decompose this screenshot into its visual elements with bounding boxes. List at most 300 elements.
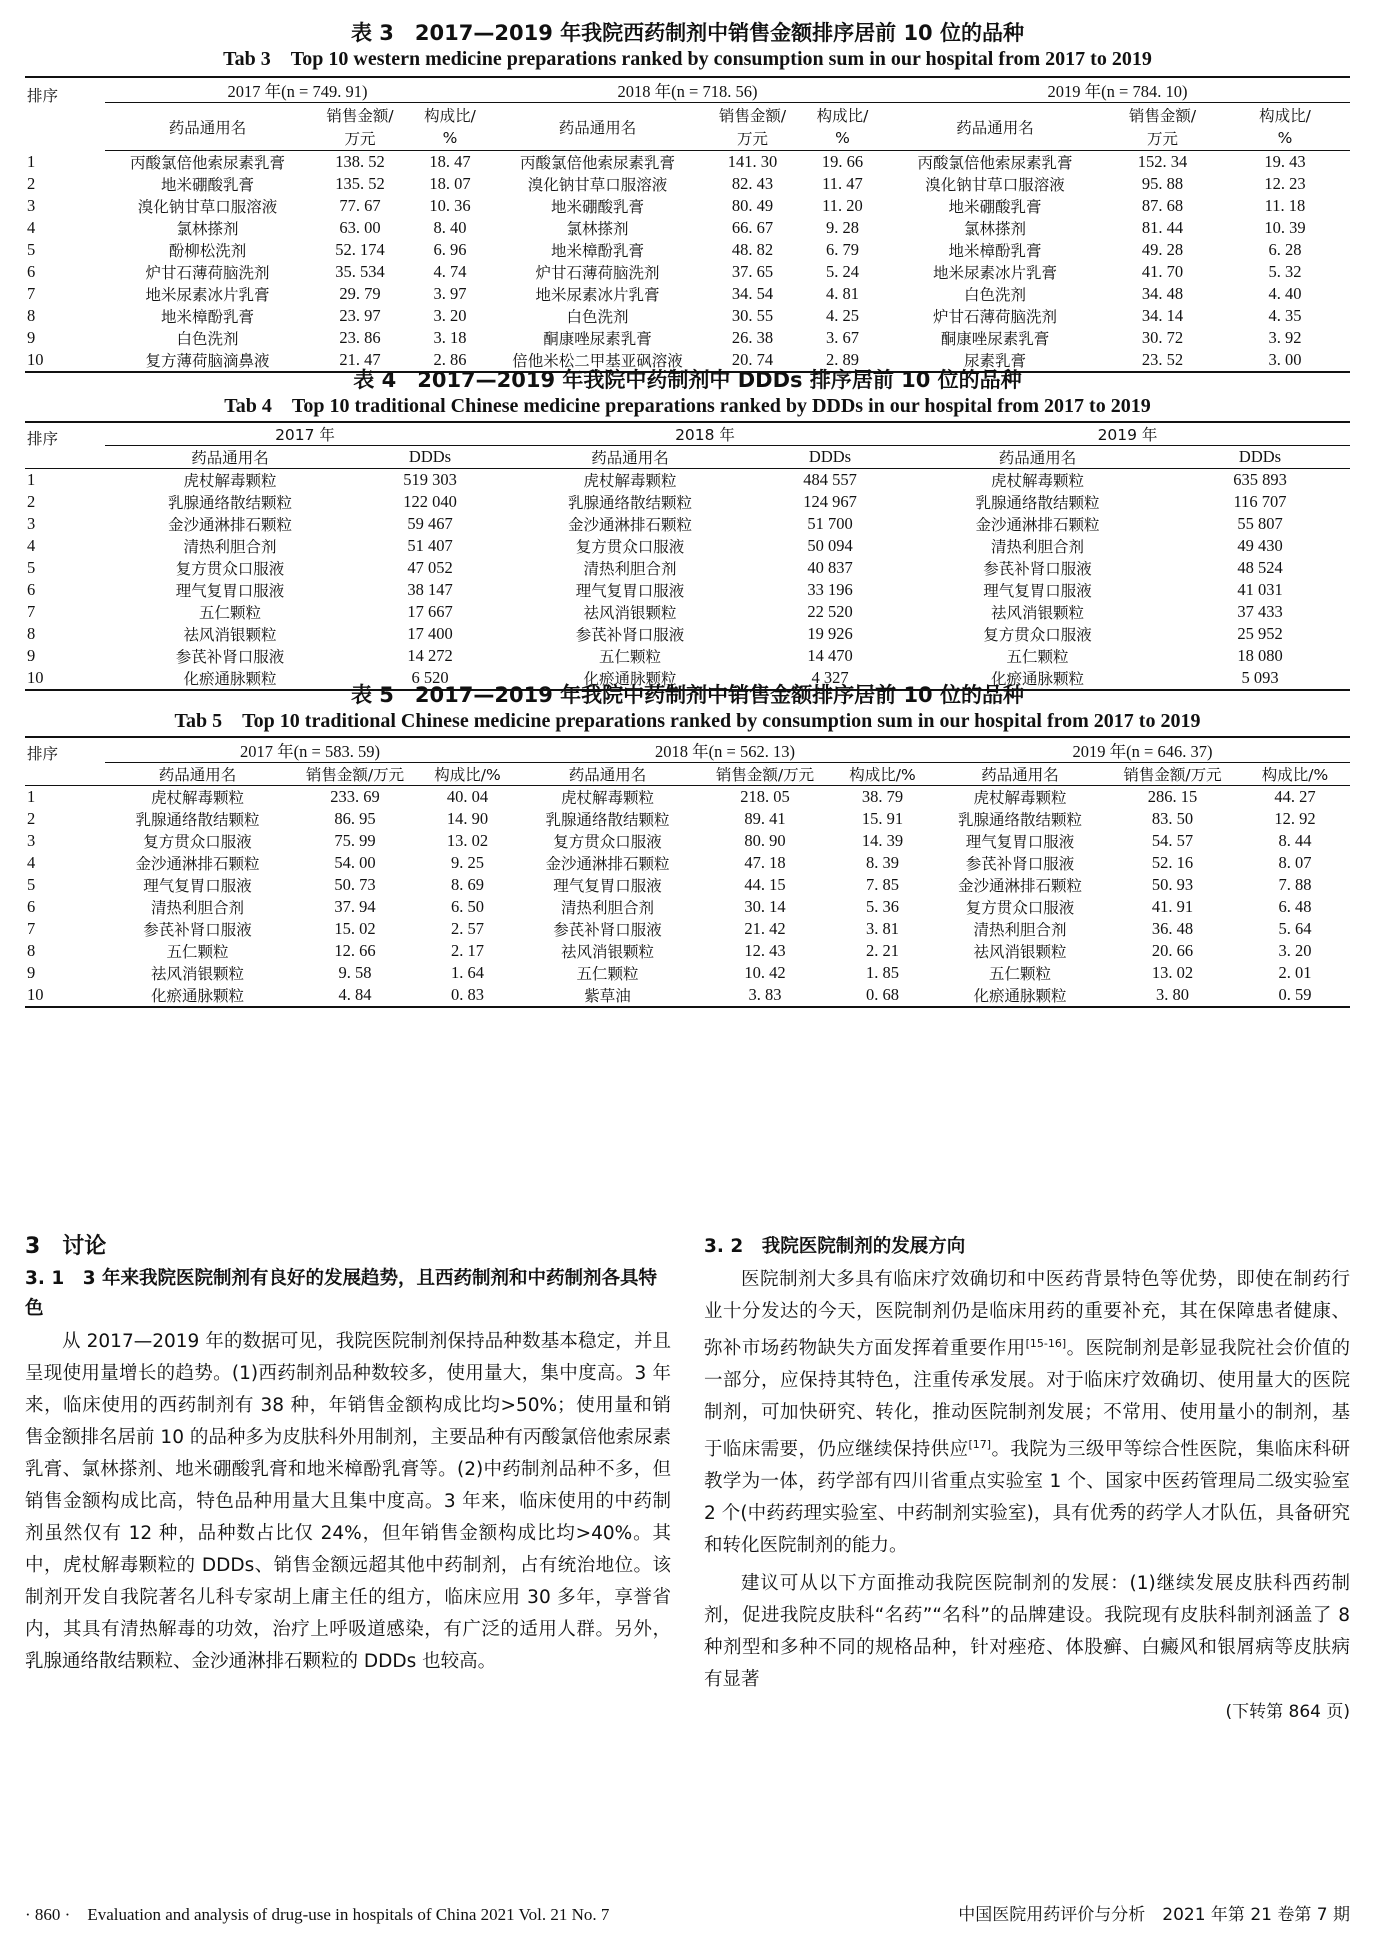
body-text: [25, 1230, 1350, 1790]
value-cell: 23. 52: [1141, 350, 1184, 369]
value-cell: 80. 49: [731, 196, 774, 215]
drug-name-cell: 祛风消银颗粒: [560, 943, 654, 961]
value-cell: 8. 40: [433, 218, 467, 237]
rank-cell: 7: [27, 284, 36, 303]
value-cell: 3. 67: [826, 328, 859, 347]
value-cell: 54. 57: [1151, 831, 1194, 850]
table-row: [25, 601, 1350, 623]
paragraph-text: 医院制剂大多具有临床疗效确切和中医药背景特色等优势，即使在制药行业十分发达的今天，医院制剂仍是临床用药的重要补充，其在保障患者健康、弥补市场药物缺失方面发挥着重要作用: [704, 1269, 1350, 1360]
drug-name-cell: 溴化钠甘草口服溶液: [137, 198, 278, 216]
value-cell: 21. 47: [339, 350, 381, 369]
subsection-heading-3-1: 3. 1 3 年来我院医院制剂有良好的发展趋势，且西药制剂和中药制剂各具特色: [25, 1268, 658, 1319]
drug-name-cell: 祛风消银颗粒: [150, 965, 244, 983]
rank-cell: 4: [27, 218, 36, 237]
drug-name-cell: 白色洗剂: [176, 330, 239, 348]
value-cell: 10. 36: [429, 196, 471, 215]
value-cell: 4. 35: [1268, 306, 1302, 325]
drug-name-cell: 金沙通淋排石颗粒: [167, 516, 292, 534]
left-column: [25, 1230, 671, 1678]
drug-name-cell: 祛风消银颗粒: [183, 626, 277, 644]
drug-name-cell: 倍他米松二甲基亚砜溶液: [512, 352, 683, 370]
drug-name-cell: 参芪补肾口服液: [553, 921, 662, 939]
drug-name-cell: 乳腺通络散结颗粒: [957, 811, 1082, 829]
rank-cell: 9: [27, 963, 36, 982]
table-row: [25, 305, 1350, 327]
value-cell: 3. 20: [1278, 941, 1312, 960]
value-cell: 8. 07: [1278, 853, 1312, 872]
drug-name-cell: 炉甘石薄荷脑洗剂: [932, 308, 1057, 326]
table-row: [25, 195, 1350, 217]
table5-group-2019: 2019 年(n = 646. 37): [935, 738, 1350, 763]
footer-right: 中国医院用药评价与分析 2021 年第 21 卷第 7 期: [958, 1905, 1350, 1925]
value-cell: 2. 89: [826, 350, 859, 369]
value-cell: 6 520: [411, 668, 449, 687]
value-cell: 23. 97: [339, 306, 381, 325]
value-cell: 19. 66: [821, 152, 864, 171]
rank-cell: 2: [27, 492, 36, 511]
paragraph-3-2-a: [704, 1264, 1350, 1562]
value-cell: 635 893: [1233, 470, 1287, 489]
value-cell: 218. 05: [740, 787, 790, 806]
value-cell: 2. 86: [433, 350, 467, 369]
value-cell: 14. 39: [861, 831, 904, 850]
value-cell: 41 031: [1237, 580, 1283, 599]
value-cell: 47 052: [407, 558, 453, 577]
drug-name-cell: 氯林搽剂: [566, 220, 629, 238]
value-cell: 0. 68: [866, 985, 899, 1004]
value-cell: 116 707: [1233, 492, 1287, 511]
value-cell: 15. 02: [334, 919, 376, 938]
rank-cell: 2: [27, 174, 36, 193]
value-cell: 3. 18: [433, 328, 467, 347]
value-cell: 9. 58: [338, 963, 372, 982]
value-cell: 59 467: [407, 514, 453, 533]
table5-col-amount: 销售金额/万元: [290, 763, 420, 786]
value-cell: 80. 90: [744, 831, 786, 850]
rank-cell: 1: [27, 787, 36, 806]
value-cell: 6. 79: [826, 240, 859, 259]
drug-name-cell: 化瘀通脉颗粒: [973, 987, 1067, 1005]
value-cell: 0. 59: [1278, 985, 1312, 1004]
value-cell: 2. 17: [451, 941, 484, 960]
value-cell: 19. 43: [1264, 152, 1306, 171]
drug-name-cell: 理气复胃口服液: [983, 582, 1092, 600]
value-cell: 38 147: [407, 580, 453, 599]
table3-col-ratio-a: 构成比/: [816, 106, 869, 125]
table-row: [25, 283, 1350, 305]
table-row: [25, 327, 1350, 349]
value-cell: 3. 80: [1156, 985, 1189, 1004]
table3-col-amount-b: 万元: [1105, 127, 1220, 151]
drug-name-cell: 虎杖解毒颗粒: [150, 789, 244, 807]
table5-caption: [25, 682, 1350, 734]
drug-name-cell: 复方贯众口服液: [575, 538, 685, 556]
drug-name-cell: 地米尿素冰片乳膏: [932, 264, 1057, 282]
value-cell: 50. 93: [1151, 875, 1194, 894]
drug-name-cell: 参芪补肾口服液: [983, 560, 1092, 578]
drug-name-cell: 化瘀通脉颗粒: [583, 670, 677, 688]
drug-name-cell: 紫草油: [584, 987, 631, 1005]
drug-name-cell: 五仁颗粒: [576, 965, 639, 983]
drug-name-cell: 白色洗剂: [963, 286, 1026, 304]
table4-col-ddds: DDDs: [355, 446, 505, 469]
value-cell: 44. 15: [744, 875, 786, 894]
value-cell: 3. 81: [866, 919, 899, 938]
value-cell: 1. 85: [866, 963, 899, 982]
value-cell: 9. 25: [451, 853, 484, 872]
drug-name-cell: 氯林搽剂: [176, 220, 239, 238]
table5-col-ratio: 构成比/%: [420, 763, 515, 786]
value-cell: 5 093: [1241, 668, 1279, 687]
value-cell: 2. 01: [1278, 963, 1312, 982]
table4-col-name: 药品通用名: [905, 446, 1170, 469]
drug-name-cell: 酮康唑尿素乳膏: [940, 330, 1050, 348]
rank-cell: 3: [27, 514, 36, 533]
value-cell: 152. 34: [1137, 152, 1188, 171]
drug-name-cell: 五仁颗粒: [988, 965, 1051, 983]
value-cell: 11. 47: [822, 174, 863, 193]
value-cell: 14 470: [807, 646, 853, 665]
value-cell: 135. 52: [335, 174, 385, 193]
table3-col-ratio-b: %: [800, 127, 885, 151]
drug-name-cell: 地米尿素冰片乳膏: [145, 286, 270, 304]
rank-cell: 9: [27, 328, 36, 347]
drug-name-cell: 化瘀通脉颗粒: [150, 987, 244, 1005]
table-row: [25, 940, 1350, 962]
value-cell: 141. 30: [727, 152, 778, 171]
table-row: [25, 808, 1350, 830]
drug-name-cell: 虎杖解毒颗粒: [560, 789, 654, 807]
table5-rank-header: 排序: [25, 738, 105, 786]
value-cell: 13. 02: [1151, 963, 1194, 982]
value-cell: 15. 91: [861, 809, 904, 828]
table-row: [25, 535, 1350, 557]
value-cell: 63. 00: [339, 218, 381, 237]
drug-name-cell: 虎杖解毒颗粒: [583, 472, 677, 490]
value-cell: 6. 28: [1268, 240, 1302, 259]
value-cell: 86. 95: [334, 809, 376, 828]
paragraph-3-2-b: 建议可从以下方面推动我院医院制剂的发展：(1)继续发展皮肤科西药制剂，促进我院皮肤科“名药”“名科”的品牌建设。我院现有皮肤科制剂涵盖了 8 种剂型和多种不同的规格品种，针对痤疮、体股癣、白癜风和银屑病等皮肤病有显著: [704, 1573, 1350, 1691]
drug-name-cell: 地米樟酚乳膏: [160, 308, 254, 326]
footer-left: · 860 · Evaluation and analysis of drug-use in hospitals of China 2021 Vol. 21 No. 7: [25, 1905, 610, 1924]
right-column: [704, 1230, 1350, 1728]
table-row: [25, 513, 1350, 535]
value-cell: 83. 50: [1151, 809, 1194, 828]
drug-name-cell: 虎杖解毒颗粒: [183, 472, 277, 490]
value-cell: 75. 99: [334, 831, 376, 850]
drug-name-cell: 金沙通淋排石颗粒: [545, 855, 670, 873]
value-cell: 519 303: [403, 470, 457, 489]
value-cell: 8. 69: [451, 875, 484, 894]
value-cell: 4. 81: [826, 284, 859, 303]
table3-group-2019: 2019 年(n = 784. 10): [885, 78, 1350, 103]
rank-cell: 6: [27, 262, 36, 281]
rank-cell: 4: [27, 853, 36, 872]
drug-name-cell: 丙酸氯倍他索尿素乳膏: [519, 154, 675, 172]
table5-col-ratio: 构成比/%: [1240, 763, 1350, 786]
drug-name-cell: 复方贯众口服液: [175, 560, 285, 578]
value-cell: 5. 24: [826, 262, 859, 281]
paragraph-text: 。我院为三级甲等综合性医院，集临床科研教学为一体，药学部有四川省重点实验室 1 个、国家中医药管理局二级实验室 2 个(中药药理实验室、中药制剂实验室)，具有优秀的药学人才队伍，具备研究和转化医院制剂的能力。: [704, 1439, 1350, 1557]
drug-name-cell: 地米尿素冰片乳膏: [535, 286, 660, 304]
value-cell: 35. 534: [335, 262, 385, 281]
table-row: [25, 557, 1350, 579]
value-cell: 20. 66: [1151, 941, 1194, 960]
table5-group-2018: 2018 年(n = 562. 13): [515, 738, 935, 763]
table4-caption-cn: 表 4 2017—2019 年我院中药制剂中 DDDs 排序居前 10 位的品种: [353, 368, 1022, 392]
table3-col-ratio-a: 构成比/: [1259, 106, 1311, 125]
value-cell: 41. 91: [1151, 897, 1194, 916]
value-cell: 95. 88: [1141, 174, 1184, 193]
value-cell: 77. 67: [339, 196, 381, 215]
value-cell: 44. 27: [1274, 787, 1316, 806]
table5-col-name: 药品通用名: [515, 763, 700, 786]
table5-col-ratio: 构成比/%: [830, 763, 935, 786]
table5-col-amount: 销售金额/万元: [1105, 763, 1240, 786]
rank-cell: 8: [27, 624, 36, 643]
drug-name-cell: 地米樟酚乳膏: [948, 242, 1042, 260]
table4-col-ddds: DDDs: [1170, 446, 1350, 469]
rank-cell: 5: [27, 875, 36, 894]
value-cell: 4 327: [811, 668, 849, 687]
drug-name-cell: 溴化钠甘草口服溶液: [925, 176, 1065, 194]
drug-name-cell: 化瘀通脉颗粒: [183, 670, 277, 688]
drug-name-cell: 虎杖解毒颗粒: [973, 789, 1067, 807]
reference-15-16[interactable]: [15-16]: [1025, 1337, 1067, 1350]
table-row: [25, 896, 1350, 918]
table-row: [25, 173, 1350, 195]
value-cell: 48. 82: [731, 240, 774, 259]
value-cell: 11. 20: [822, 196, 863, 215]
table-row: [25, 217, 1350, 239]
table4-col-name: 药品通用名: [505, 446, 755, 469]
rank-cell: 1: [27, 470, 36, 489]
table3-col-ratio-b: %: [1220, 127, 1350, 151]
value-cell: 37. 94: [334, 897, 376, 916]
drug-name-cell: 复方贯众口服液: [965, 899, 1075, 917]
table-row: [25, 645, 1350, 667]
section-heading: 3 讨论: [25, 1234, 107, 1259]
rank-cell: 5: [27, 240, 36, 259]
drug-name-cell: 金沙通淋排石颗粒: [567, 516, 692, 534]
value-cell: 19 926: [807, 624, 853, 643]
value-cell: 34. 14: [1141, 306, 1184, 325]
value-cell: 138. 52: [335, 152, 385, 171]
drug-name-cell: 虎杖解毒颗粒: [990, 472, 1084, 490]
value-cell: 52. 16: [1151, 853, 1194, 872]
drug-name-cell: 金沙通淋排石颗粒: [135, 855, 260, 873]
table4: [25, 421, 1350, 691]
value-cell: 6. 48: [1278, 897, 1312, 916]
drug-name-cell: 溴化钠甘草口服溶液: [527, 176, 668, 194]
value-cell: 286. 15: [1147, 787, 1198, 806]
value-cell: 30. 72: [1141, 328, 1184, 347]
drug-name-cell: 金沙通淋排石颗粒: [975, 516, 1100, 534]
value-cell: 82. 43: [731, 174, 774, 193]
value-cell: 7. 85: [866, 875, 899, 894]
drug-name-cell: 五仁颗粒: [198, 604, 261, 622]
value-cell: 51 407: [407, 536, 453, 555]
value-cell: 2. 57: [451, 919, 484, 938]
reference-17[interactable]: [17]: [968, 1438, 992, 1452]
table-row: [25, 786, 1350, 809]
value-cell: 124 967: [803, 492, 857, 511]
value-cell: 4. 40: [1268, 284, 1302, 303]
value-cell: 14. 90: [446, 809, 489, 828]
value-cell: 1. 64: [451, 963, 484, 982]
value-cell: 10. 39: [1264, 218, 1306, 237]
value-cell: 8. 44: [1278, 831, 1312, 850]
value-cell: 12. 92: [1274, 809, 1316, 828]
table-row: [25, 918, 1350, 940]
value-cell: 0. 83: [451, 985, 484, 1004]
table4-col-ddds: DDDs: [755, 446, 905, 469]
value-cell: 3. 92: [1268, 328, 1302, 347]
table3-col-name: 药品通用名: [105, 103, 310, 151]
value-cell: 10. 42: [744, 963, 786, 982]
value-cell: 34. 48: [1141, 284, 1184, 303]
value-cell: 12. 43: [744, 941, 786, 960]
value-cell: 30. 14: [744, 897, 786, 916]
value-cell: 81. 44: [1141, 218, 1184, 237]
drug-name-cell: 炉甘石薄荷脑洗剂: [535, 264, 660, 282]
drug-name-cell: 金沙通淋排石颗粒: [957, 877, 1082, 895]
value-cell: 49. 28: [1141, 240, 1184, 259]
value-cell: 233. 69: [330, 787, 380, 806]
drug-name-cell: 祛风消银颗粒: [583, 604, 677, 622]
drug-name-cell: 乳腺通络散结颗粒: [135, 811, 260, 829]
drug-name-cell: 复方贯众口服液: [983, 626, 1092, 644]
drug-name-cell: 乳腺通络散结颗粒: [975, 494, 1100, 512]
drug-name-cell: 酚柳松洗剂: [168, 242, 247, 260]
drug-name-cell: 参芪补肾口服液: [575, 626, 685, 644]
drug-name-cell: 酮康唑尿素乳膏: [543, 330, 652, 348]
table3-caption: [25, 20, 1350, 72]
drug-name-cell: 清热利胆合剂: [150, 899, 244, 917]
drug-name-cell: 乳腺通络散结颗粒: [567, 494, 692, 512]
rank-cell: 5: [27, 558, 36, 577]
table3-col-name: 药品通用名: [885, 103, 1105, 151]
drug-name-cell: 丙酸氯倍他索尿素乳膏: [129, 154, 285, 172]
value-cell: 21. 42: [744, 919, 786, 938]
drug-name-cell: 参芪补肾口服液: [175, 648, 285, 666]
drug-name-cell: 地米硼酸乳膏: [550, 198, 644, 216]
drug-name-cell: 参芪补肾口服液: [965, 855, 1075, 873]
value-cell: 18. 07: [429, 174, 471, 193]
table3-group-2018: 2018 年(n = 718. 56): [490, 78, 885, 103]
value-cell: 52. 174: [335, 240, 385, 259]
table-row: [25, 469, 1350, 492]
drug-name-cell: 复方薄荷脑滴鼻液: [145, 352, 270, 370]
drug-name-cell: 炉甘石薄荷脑洗剂: [145, 264, 270, 282]
drug-name-cell: 祛风消银颗粒: [973, 943, 1067, 961]
value-cell: 12. 23: [1264, 174, 1306, 193]
table4-rank-header: 排序: [25, 423, 105, 469]
table-row: [25, 623, 1350, 645]
table3-col-name: 药品通用名: [490, 103, 705, 151]
rank-cell: 8: [27, 306, 36, 325]
drug-name-cell: 丙酸氯倍他索尿素乳膏: [917, 154, 1073, 172]
rank-cell: 3: [27, 831, 36, 850]
value-cell: 49 430: [1237, 536, 1283, 555]
subsection-heading-3-2: 3. 2 我院医院制剂的发展方向: [704, 1236, 966, 1257]
table5-col-amount: 销售金额/万元: [700, 763, 830, 786]
drug-name-cell: 清热利胆合剂: [990, 538, 1084, 556]
drug-name-cell: 理气复胃口服液: [553, 877, 662, 895]
table3-col-amount-a: 销售金额/: [1128, 106, 1197, 125]
value-cell: 33 196: [807, 580, 853, 599]
table-row: [25, 830, 1350, 852]
value-cell: 5. 36: [866, 897, 899, 916]
drug-name-cell: 清热利胆合剂: [560, 899, 654, 917]
drug-name-cell: 清热利胆合剂: [583, 560, 677, 578]
value-cell: 36. 48: [1151, 919, 1194, 938]
drug-name-cell: 清热利胆合剂: [183, 538, 277, 556]
table3-col-amount-b: 万元: [310, 127, 410, 151]
value-cell: 3. 97: [433, 284, 467, 303]
drug-name-cell: 五仁颗粒: [1006, 648, 1069, 666]
value-cell: 4. 25: [826, 306, 859, 325]
value-cell: 50. 73: [334, 875, 376, 894]
table3-col-amount-a: 销售金额/: [718, 106, 787, 125]
value-cell: 11. 18: [1264, 196, 1306, 215]
continued-note: (下转第 864 页): [1225, 1702, 1350, 1723]
value-cell: 38. 79: [861, 787, 904, 806]
value-cell: 18 080: [1237, 646, 1283, 665]
value-cell: 89. 41: [744, 809, 786, 828]
value-cell: 8. 39: [866, 853, 899, 872]
table5-group-2017: 2017 年(n = 583. 59): [105, 738, 515, 763]
value-cell: 30. 55: [731, 306, 774, 325]
value-cell: 4. 74: [433, 262, 467, 281]
rank-cell: 10: [27, 985, 44, 1004]
table5-col-name: 药品通用名: [935, 763, 1105, 786]
rank-cell: 7: [27, 919, 36, 938]
table-row: [25, 962, 1350, 984]
value-cell: 17 667: [407, 602, 453, 621]
value-cell: 4. 84: [338, 985, 372, 1004]
table3-caption-en: Tab 3 Top 10 western medicine preparations ranked by consumption sum in our hospital from 2017 to 2019: [223, 48, 1152, 70]
rank-cell: 1: [27, 151, 36, 171]
table4-caption: [25, 367, 1350, 419]
value-cell: 40 837: [807, 558, 853, 577]
rank-cell: 9: [27, 646, 36, 665]
rank-cell: 4: [27, 536, 36, 555]
drug-name-cell: 理气复胃口服液: [175, 582, 285, 600]
rank-cell: 10: [27, 350, 44, 369]
rank-cell: 6: [27, 580, 36, 599]
table3-col-ratio-b: %: [410, 127, 490, 151]
drug-name-cell: 地米樟酚乳膏: [550, 242, 644, 260]
value-cell: 22 520: [807, 602, 853, 621]
value-cell: 6. 96: [433, 240, 467, 259]
table3-group-2017: 2017 年(n = 749. 91): [105, 78, 490, 103]
table3-col-amount-a: 销售金额/: [326, 106, 394, 125]
value-cell: 13. 02: [446, 831, 489, 850]
value-cell: 37 433: [1237, 602, 1283, 621]
value-cell: 54. 00: [334, 853, 376, 872]
value-cell: 55 807: [1237, 514, 1283, 533]
value-cell: 26. 38: [731, 328, 774, 347]
drug-name-cell: 清热利胆合剂: [973, 921, 1067, 939]
value-cell: 7. 88: [1278, 875, 1312, 894]
table3-col-ratio-a: 构成比/: [424, 106, 476, 125]
rank-cell: 7: [27, 602, 36, 621]
drug-name-cell: 理气复胃口服液: [965, 833, 1075, 851]
table-row: [25, 852, 1350, 874]
table5-col-name: 药品通用名: [105, 763, 290, 786]
drug-name-cell: 参芪补肾口服液: [143, 921, 252, 939]
